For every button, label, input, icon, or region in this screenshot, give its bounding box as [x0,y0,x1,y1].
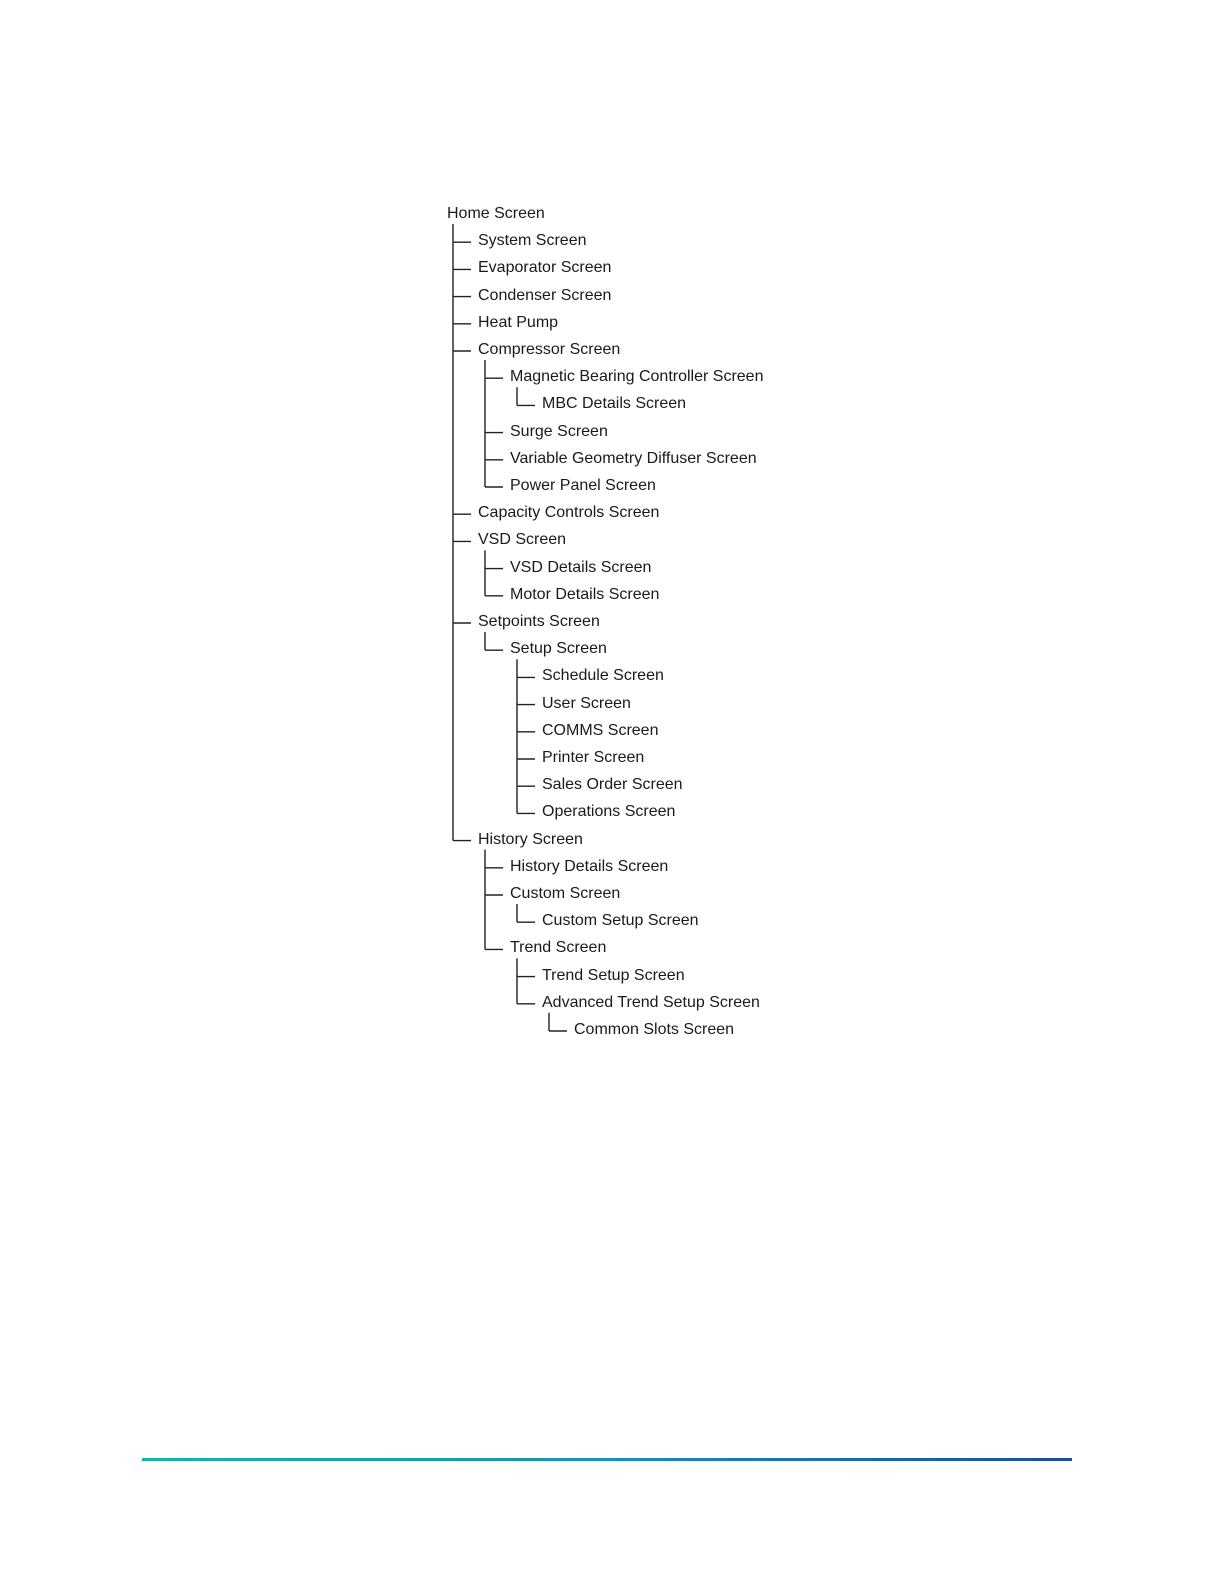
tree-node: Variable Geometry Diffuser Screen [510,449,757,467]
tree-node: Evaporator Screen [478,259,612,277]
tree-node: Printer Screen [542,749,645,766]
tree-node: Compressor Screen [478,341,621,358]
tree-node: COMMS Screen [542,721,659,739]
tree-node: MBC Details Screen [542,395,687,413]
tree-node: Trend Screen [510,939,607,957]
tree-node: Schedule Screen [542,667,664,685]
tree-node: Advanced Trend Setup Screen [542,993,760,1011]
tree-node: Setpoints Screen [478,613,600,630]
tree-node: Custom Setup Screen [542,912,699,930]
tree-node: Operations Screen [542,803,676,821]
tree-node: Custom Screen [510,885,621,902]
tree-node: Surge Screen [510,422,608,440]
footer-divider [142,1458,1072,1461]
tree-node: Motor Details Screen [510,585,660,603]
tree-node: Trend Setup Screen [542,966,685,984]
tree-node: System Screen [478,232,587,250]
tree-node: Sales Order Screen [542,776,683,794]
tree-node: Heat Pump [478,313,559,331]
tree-node: Power Panel Screen [510,477,656,494]
tree-node: VSD Screen [478,531,567,549]
tree-node: Magnetic Bearing Controller Screen [510,368,764,386]
tree-node: Common Slots Screen [574,1021,735,1038]
tree-node: Condenser Screen [478,286,612,304]
tree-node: History Details Screen [510,857,669,875]
tree-node: History Screen [478,830,583,848]
tree-node: User Screen [542,694,631,712]
tree-node: Home Screen [447,205,545,222]
tree-node: Setup Screen [510,640,607,658]
tree-node: Capacity Controls Screen [478,504,660,522]
tree-node: VSD Details Screen [510,558,652,576]
